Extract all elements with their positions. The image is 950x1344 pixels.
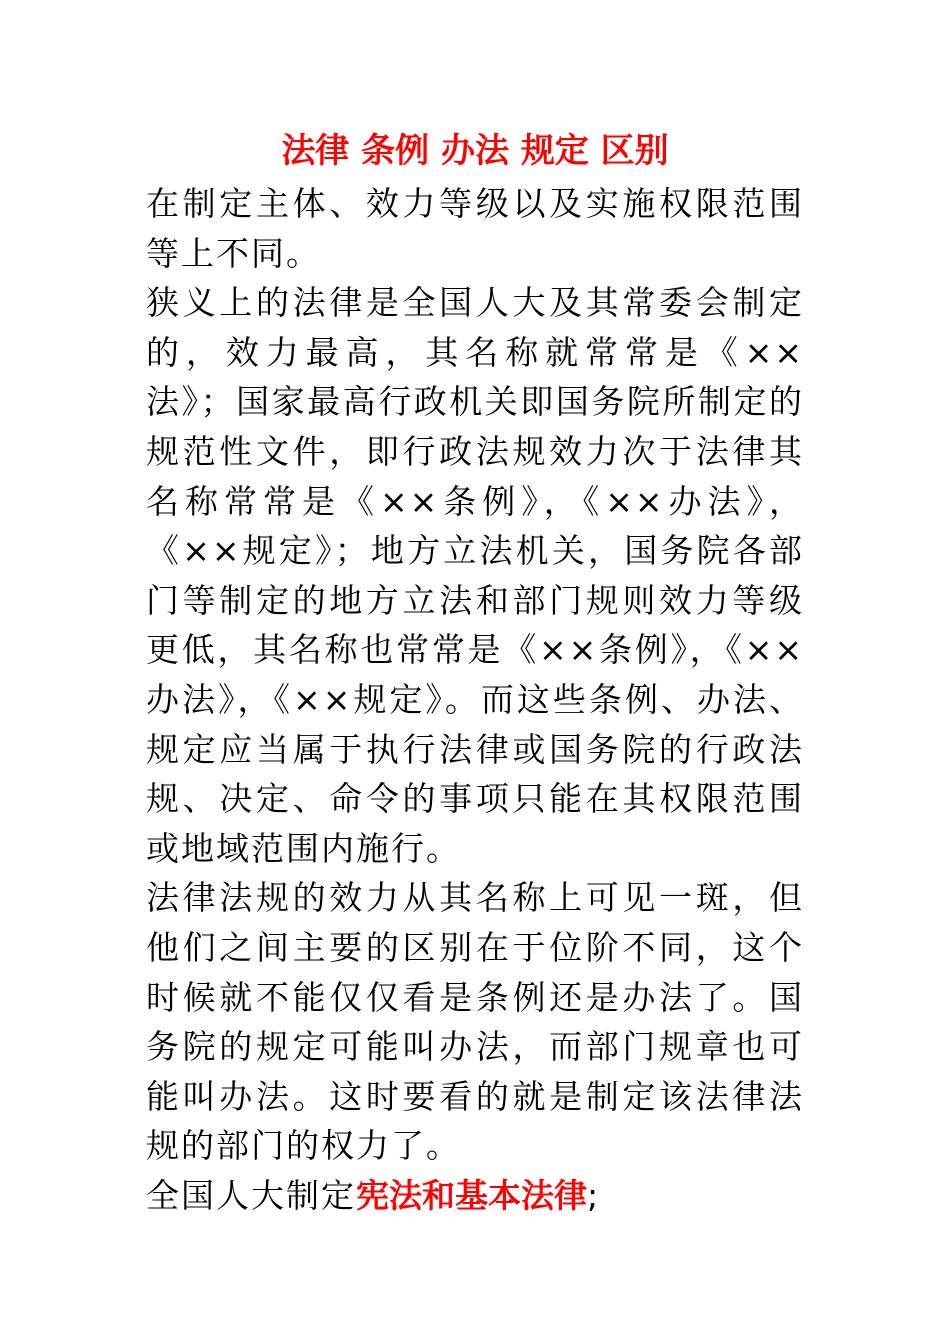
paragraph-1: 在制定主体、效力等级以及实施权限范围等上不同。: [146, 184, 804, 273]
document-title: 法律 条例 办法 规定 区别: [281, 131, 669, 171]
highlighted-term: 宪法和基本法律: [356, 1175, 587, 1215]
paragraph-3: 法律法规的效力从其名称上可见一斑，但他们之间主要的区别在于位阶不同，这个时候就不能仅仅看是条例还是办法了。国务院的规定可能叫办法，而部门规章也可能叫办法。这时要看的就是制定该法律法规的部门的权力了。: [146, 878, 804, 1166]
paragraph-2: 狭义上的法律是全国人大及其常委会制定的，效力最高，其名称就常常是《××法》；国家最高行政机关即国务院所制定的规范性文件，即行政法规效力次于法律其名称常常是《××条例》，《××办法》，《××规定》；地方立法机关，国务院各部门等制定的地方立法和部门规则效力等级更低，其名称也常常是《××条例》，《××办法》，《××规定》。而这些条例、办法、规定应当属于执行法律或国务院的行政法规、决定、命令的事项只能在其权限范围或地域范围内施行。: [146, 283, 804, 868]
last-line-suffix: ;: [587, 1175, 601, 1215]
paragraph-4: [146, 1171, 804, 1221]
document-body: [146, 179, 804, 1220]
last-line-prefix: 全国人大制定: [146, 1175, 356, 1215]
